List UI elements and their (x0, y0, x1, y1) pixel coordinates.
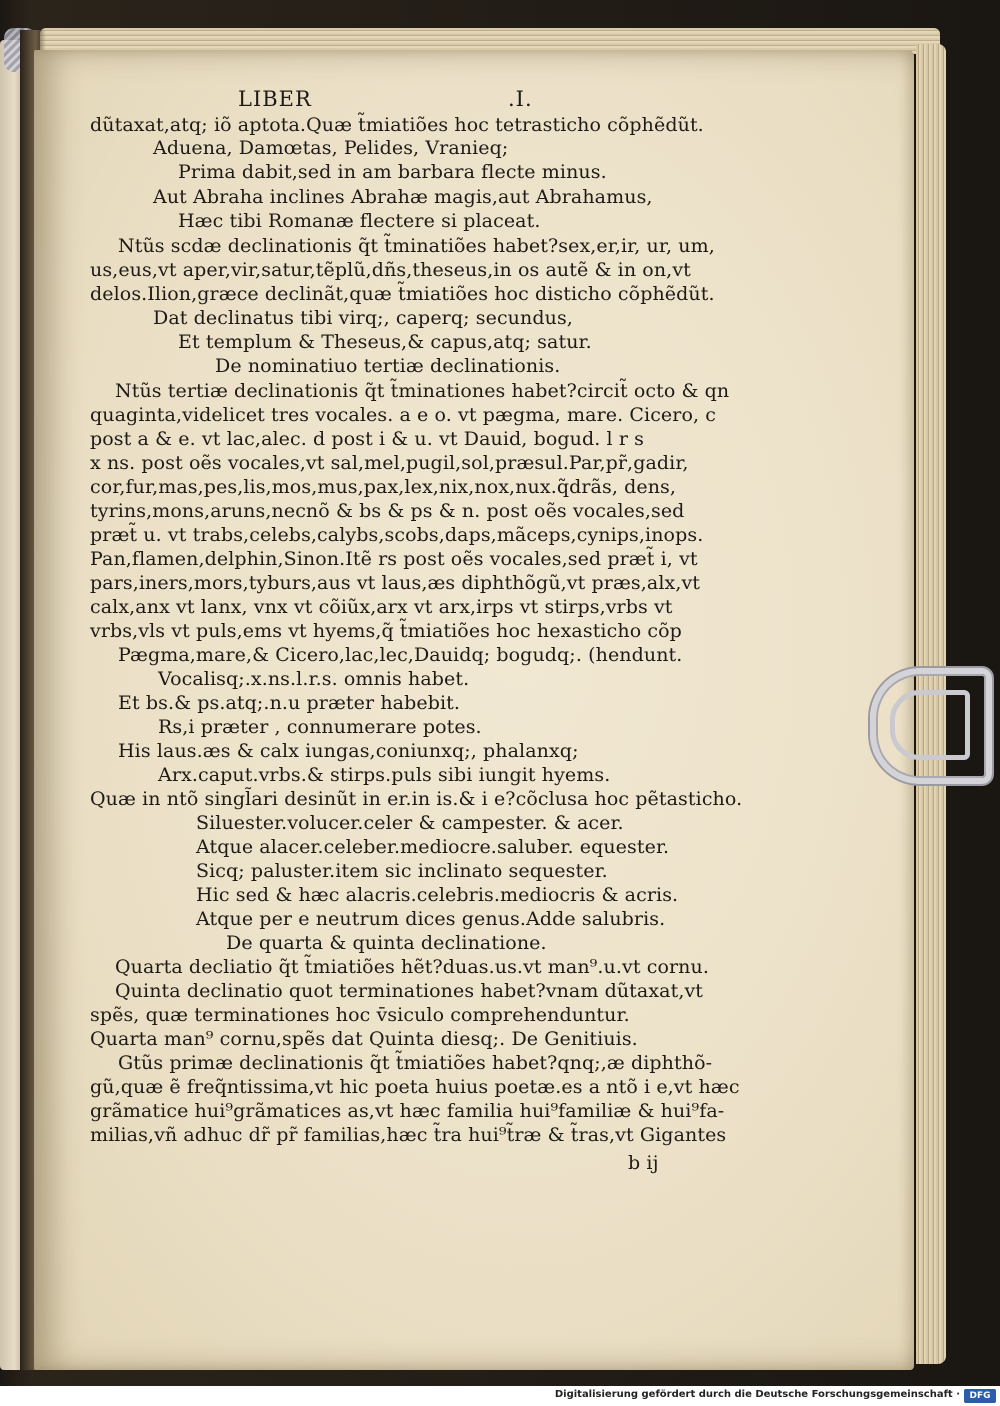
text-line: præt̃ u. vt trabs,celebs,calybs,scobs,daps,mãceps,cynips,inops. (90, 524, 704, 546)
text-line: pars,iners,mors,tyburs,aus vt laus,æs diphthõgũ,vt præs,alx,vt (90, 572, 701, 594)
text-line: Sicq; paluster.item sic inclinato sequester. (196, 860, 608, 882)
text-line: Rs,i præter , connumerare potes. (158, 716, 482, 738)
text-line: Dat declinatus tibi virq;, caperq; secundus, (153, 307, 573, 329)
text-line: post a & e. vt lac,alec. d post i & u. vt Dauid, bogud. l r s (90, 428, 645, 450)
text-line: Ntũs scdæ declinationis q̃t t̃minatiões habet?sex,er,ir, ur, um, (118, 235, 715, 257)
dfg-logo: DFG (964, 1389, 996, 1403)
text-line: gũ,quæ ẽ freq̃ntissima,vt hic poeta huius poetæ.es a ntõ i e,vt hæc (90, 1076, 740, 1098)
text-line: dũtaxat,atq; iõ aptota.Quæ t̃miatiões hoc tetrasticho cõphẽdũt. (90, 114, 704, 136)
text-line: Vocalisq;.x.ns.l.r.s. omnis habet. (158, 668, 470, 690)
text-line: Ntũs tertiæ declinationis q̃t t̃minationes habet?circit̃ octo & qn (115, 380, 730, 402)
text-line: x ns. post oẽs vocales,vt sal,mel,pugil,sol,præsul.Par,pr̃,gadir, (90, 452, 689, 474)
text-line: Siluester.volucer.celer & campester. & acer. (196, 812, 624, 834)
text-line: us,eus,vt aper,vir,satur,tẽplũ,dñs,theseus,in os autẽ & in on,vt (90, 259, 691, 281)
text-line: vrbs,vls vt puls,ems vt hyems,q̃ t̃miatiões hoc hexasticho cõp (90, 620, 682, 642)
section-heading: De quarta & quinta declinatione. (226, 932, 547, 954)
text-line: quaginta,videlicet tres vocales. a e o. vt pægma, mare. Cicero, c (90, 404, 717, 426)
text-line: Gtũs primæ declinationis q̃t t̃miatiões habet?qnq;,æ diphthõ- (118, 1052, 713, 1074)
text-line: Quarta decliatio q̃t t̃miatiões hẽt?duas.us.vt man⁹.u.vt cornu. (115, 956, 709, 978)
text-line: milias,vñ adhuc dr̃ pr̃ familias,hæc t̃ra hui⁹t̃ræ & t̃ras,vt Gigantes (90, 1124, 727, 1146)
text-line: Et bs.& ps.atq;.n.u præter habebit. (118, 692, 461, 714)
text-line: Pan,flamen,delphin,Sinon.Itẽ rs post oẽs vocales,sed præt̃ i, vt (90, 548, 698, 570)
text-line: Aduena, Damœtas, Pelides, Vranieq; (153, 137, 509, 159)
text-line: Aut Abraha inclines Abrahæ magis,aut Abrahamus, (153, 186, 653, 208)
funding-credit: Digitalisierung gefördert durch die Deutsche Forschungsgemeinschaft · (554, 1389, 960, 1400)
text-line: Et templum & Theseus,& capus,atq; satur. (178, 331, 592, 353)
section-heading: De nominatiuo tertiæ declinationis. (215, 355, 561, 377)
text-line: Atque alacer.celeber.mediocre.saluber. equester. (196, 836, 670, 858)
text-line: calx,anx vt lanx, vnx vt cõiũx,arx vt arx,irps vt stirps,vrbs vt (90, 596, 673, 618)
folio: .I. (508, 87, 533, 111)
text-line: Quæ in ntõ singl̃ari desinũt in er.in is.& i e?cõclusa hoc pẽtasticho. (90, 788, 743, 810)
text-line: Prima dabit,sed in am barbara flecte minus. (178, 161, 607, 183)
text-line: grãmatice hui⁹grãmatices as,vt hæc familia hui⁹familiæ & hui⁹fa- (90, 1100, 725, 1122)
text-line: cor,fur,mas,pes,lis,mos,mus,pax,lex,nix,nox,nux.q̃drãs, dens, (90, 476, 677, 498)
text-line: tyrins,mons,aruns,necnõ & bs & ps & n. post oẽs vocales,sed (90, 500, 685, 522)
text-line: Arx.caput.vrbs.& stirps.puls sibi iungit hyems. (158, 764, 611, 786)
text-line: Hæc tibi Romanæ flectere si placeat. (178, 210, 541, 232)
text-line: Pægma,mare,& Cicero,lac,lec,Dauidq; bogudq;. (hendunt. (118, 644, 683, 666)
text-line: Hic sed & hæc alacris.celebris.mediocris & acris. (196, 884, 679, 906)
text-line: spẽs, quæ terminationes hoc v̄siculo comprehenduntur. (90, 1004, 630, 1026)
text-line: Quinta declinatio quot terminationes habet?vnam dũtaxat,vt (115, 980, 704, 1002)
text-line: Atque per e neutrum dices genus.Adde salubris. (196, 908, 666, 930)
text-line: Quarta man⁹ cornu,spẽs dat Quinta diesq;. De Genitiuis. (90, 1028, 638, 1050)
footer-bar (0, 1386, 1000, 1406)
text-line: delos.Ilion,græce declinãt,quæ t̃miatiões hoc disticho cõphẽdũt. (90, 283, 715, 305)
running-head: LIBER (238, 87, 312, 111)
text-line: His laus.æs & calx iungas,coniunxq;, phalanxq; (118, 740, 579, 762)
signature-mark: b ij (628, 1152, 659, 1174)
